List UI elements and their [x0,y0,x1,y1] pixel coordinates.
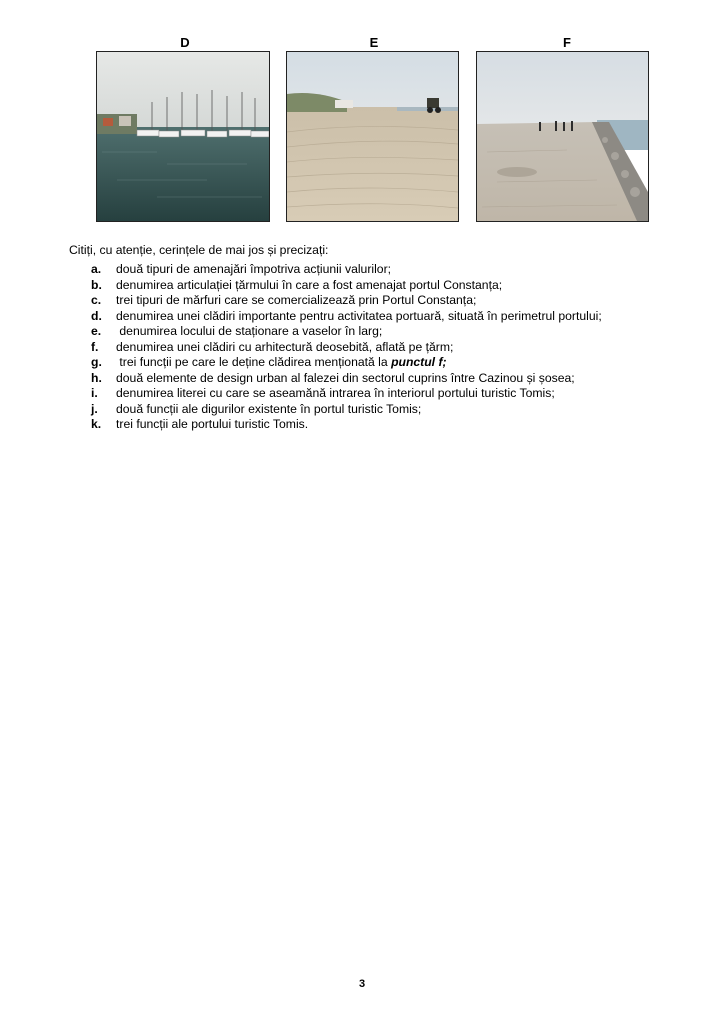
list-item [91,262,602,278]
item-text: denumirea articulației țărmului în care a fost amenajat portul Constanța; [116,277,503,292]
item-text: denumirea unei clădiri importante pentru activitatea portuară, situată în perimetrul portului; [116,308,602,323]
list-item [91,371,602,387]
list-item [91,324,602,340]
page-number: 3 [358,978,366,990]
photo-label-e: E [369,35,379,50]
sandy-beach-photo-icon [287,52,458,221]
harbor-marina-photo-icon [97,52,269,221]
item-text: trei funcții pe care le deține clădirea menționată la [116,355,392,369]
item-letter: k. [91,417,102,431]
list-item [91,340,602,356]
item-text: denumirea locului de staționare a vaselor în larg; [116,324,383,338]
item-letter: j. [91,401,98,416]
list-item [91,402,602,418]
item-letter: h. [91,370,102,385]
photo-e-beach [286,51,459,222]
list-item [91,417,602,433]
item-emphasis: punctul f; [391,355,447,369]
item-letter: f. [91,339,99,354]
jetty-dike-photo-icon [477,52,648,221]
instructions-intro: Citiți, cu atenție, cerințele de mai jos și precizați: [69,243,329,257]
item-letter: g. [91,355,102,369]
item-letter: b. [91,277,102,292]
requirements-list [91,262,602,433]
item-text: denumirea literei cu care se aseamănă intrarea în interiorul portului turistic Tomis; [116,386,555,400]
item-text: două elemente de design urban al falezei din sectorul cuprins între Cazinou și șosea; [116,370,575,385]
list-item [91,386,602,402]
list-item [91,309,602,325]
list-item [91,355,602,371]
item-text: trei funcții ale portului turistic Tomis. [116,417,309,431]
item-text: trei tipuri de mărfuri care se comercializează prin Portul Constanța; [116,293,477,307]
item-letter: c. [91,293,102,307]
item-letter: d. [91,308,102,323]
item-letter: i. [91,386,98,400]
item-letter: a. [91,262,102,276]
list-item [91,278,602,294]
item-letter: e. [91,324,102,338]
photo-label-d: D [180,35,190,50]
item-text: denumirea unei clădiri cu arhitectură deosebită, aflată pe țărm; [116,339,454,354]
photo-label-f: F [563,35,571,50]
photo-d-harbor [96,51,270,222]
photo-f-jetty [476,51,649,222]
list-item [91,293,602,309]
item-text: două tipuri de amenajări împotriva acțiunii valurilor; [116,262,392,276]
item-text: două funcții ale digurilor existente în portul turistic Tomis; [116,401,422,416]
